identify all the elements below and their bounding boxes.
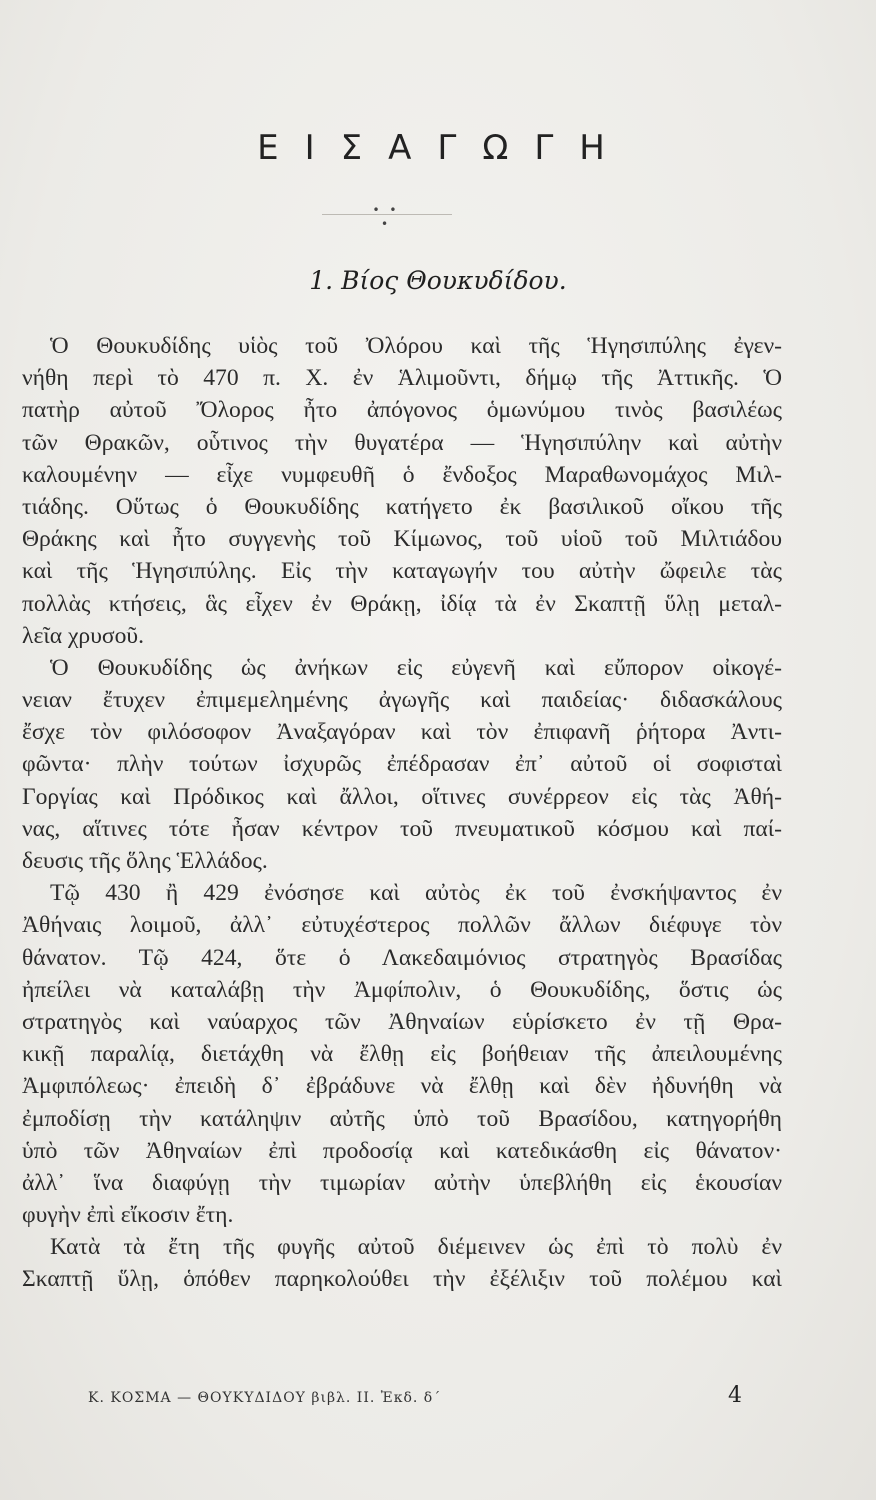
text-line: ἔσχε τὸν φιλόσοφον Ἀναξαγόραν καὶ τὸν ἐπιφανῆ ῥήτορα Ἀντι- <box>22 719 782 746</box>
paragraph-3 <box>22 877 782 1231</box>
text-line: Ὁ Θουκυδίδης υἱὸς τοῦ Ὀλόρου καὶ τῆς Ἡγησιπύλης ἐγεν- <box>50 333 782 359</box>
text-line: ἠπείλει νὰ καταλάβῃ τὴν Ἀμφίπολιν, ὁ Θουκυδίδης, ὅστις ὡς <box>22 976 782 1003</box>
text-line: ὑπὸ τῶν Ἀθηναίων ἐπὶ προδοσίᾳ καὶ κατεδικάσθη εἰς θάνατον· <box>22 1137 782 1164</box>
text-line: θάνατον. Τῷ 424, ὅτε ὁ Λακεδαιμόνιος στρατηγὸς Βρασίδας <box>22 944 782 971</box>
page-number: 4 <box>728 1383 742 1408</box>
text-line: φῶντα· πλὴν τούτων ἰσχυρῶς ἐπέδρασαν ἐπ᾽ αὐτοῦ οἱ σοφισταὶ <box>22 751 782 778</box>
text-line: νειαν ἔτυχεν ἐπιμεμελημένης ἀγωγῆς καὶ παιδείας· διδασκάλους <box>22 687 782 714</box>
text-line: φυγὴν ἐπὶ εἴκοσιν ἔτη. <box>22 1202 234 1229</box>
section-heading: 1. Βίος Θουκυδίδου. <box>309 266 567 295</box>
chapter-title: ΕΙΣΑΓΩΓΗ <box>257 128 631 168</box>
text-line: κικῇ παραλίᾳ, διετάχθη νὰ ἔλθῃ εἰς βοήθειαν τῆς ἀπειλουμένης <box>22 1041 782 1068</box>
text-line: Γοργίας καὶ Πρόδικος καὶ ἄλλοι, οἵτινες συνέρρεον εἰς τὰς Ἀθή- <box>22 783 782 810</box>
text-line: δευσις τῆς ὅλης Ἑλλάδος. <box>22 848 268 874</box>
paragraph-2 <box>22 652 782 877</box>
text-line: πατὴρ αὐτοῦ Ὄλορος ἦτο ἀπόγονος ὁμωνύμου τινὸς βασιλέως <box>22 397 782 424</box>
paragraph-1 <box>22 330 782 652</box>
text-line: Θράκης καὶ ἦτο συγγενὴς τοῦ Κίμωνος, τοῦ υἱοῦ τοῦ Μιλτιάδου <box>22 526 782 553</box>
page-footer: Κ. ΚΟΣΜΑ — ΘΟΥΚΥΔΙΔΟΥ βιβλ. ΙΙ. Ἐκδ. δ´ <box>88 1390 442 1406</box>
paragraph-4 <box>22 1231 782 1295</box>
text-line: ἀλλ᾽ ἵνα διαφύγῃ τὴν τιμωρίαν αὐτὴν ὑπεβλήθη εἰς ἑκουσίαν <box>22 1169 782 1196</box>
text-line: τῶν Θρακῶν, οὗτινος τὴν θυγατέρα — Ἡγησιπύλην καὶ αὐτὴν <box>22 429 782 456</box>
text-line: καλουμένην — εἶχε νυμφευθῆ ὁ ἔνδοξος Μαραθωνομάχος Μιλ- <box>22 461 782 488</box>
text-line: Ἀμφιπόλεως· ἐπειδὴ δ᾽ ἐβράδυνε νὰ ἔλθῃ καὶ δὲν ἠδυνήθη νὰ <box>22 1073 782 1100</box>
title-ornament-dots: • • • <box>372 203 400 231</box>
text-line: πολλὰς κτήσεις, ἃς εἶχεν ἐν Θράκῃ, ἰδίᾳ τὰ ἐν Σκαπτῇ ὕλῃ μεταλ- <box>22 590 782 617</box>
text-line: Τῷ 430 ἢ 429 ἐνόσησε καὶ αὐτὸς ἐκ τοῦ ἐνσκήψαντος ἐν <box>50 880 782 907</box>
body-text <box>22 330 782 1296</box>
text-line: στρατηγὸς καὶ ναύαρχος τῶν Ἀθηναίων εὑρίσκετο ἐν τῇ Θρα- <box>22 1008 782 1035</box>
text-line: νας, αἵτινες τότε ἦσαν κέντρον τοῦ πνευματικοῦ κόσμου καὶ παί- <box>22 815 782 842</box>
text-line: Σκαπτῇ ὕλῃ, ὁπόθεν παρηκολούθει τὴν ἐξέλιξιν τοῦ πολέμου καὶ <box>22 1266 782 1293</box>
text-line: ἐμποδίσῃ τὴν κατάληψιν αὐτῆς ὑπὸ τοῦ Βρασίδου, κατηγορήθη <box>22 1105 782 1132</box>
text-line: Ὁ Θουκυδίδης ὡς ἀνήκων εἰς εὐγενῆ καὶ εὔπορον οἰκογέ- <box>50 654 782 681</box>
text-line: Κατὰ τὰ ἔτη τῆς φυγῆς αὐτοῦ διέμεινεν ὡς ἐπὶ τὸ πολὺ ἐν <box>50 1234 782 1261</box>
text-line: καὶ τῆς Ἡγησιπύλης. Εἰς τὴν καταγωγήν του αὐτὴν ὤφειλε τὰς <box>22 558 782 585</box>
text-line: λεῖα χρυσοῦ. <box>22 622 144 649</box>
text-line: τιάδης. Οὕτως ὁ Θουκυδίδης κατήγετο ἐκ βασιλικοῦ οἴκου τῆς <box>22 493 782 520</box>
text-line: νήθη περὶ τὸ 470 π. Χ. ἐν Ἁλιμοῦντι, δήμῳ τῆς Ἀττικῆς. Ὁ <box>22 365 782 392</box>
text-line: Ἀθήναις λοιμοῦ, ἀλλ᾽ εὐτυχέστερος πολλῶν ἄλλων διέφυγε τὸν <box>22 912 782 939</box>
